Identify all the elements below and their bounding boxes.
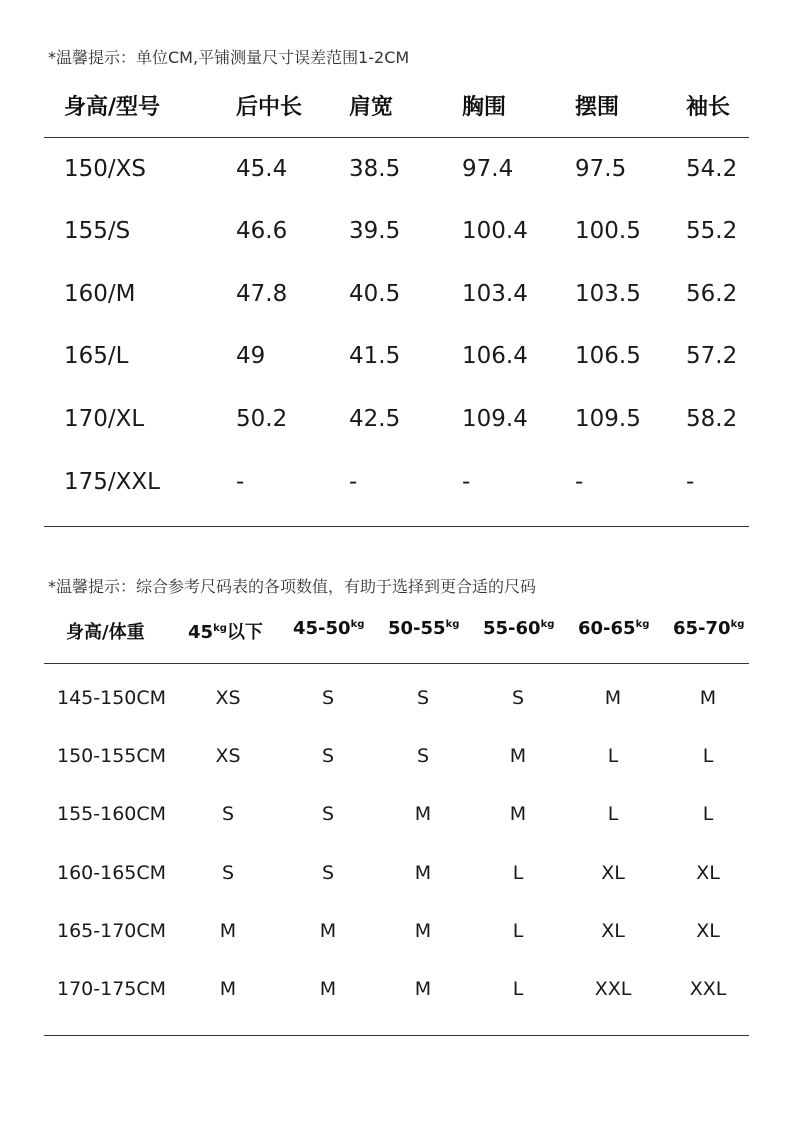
reference-table-cell: L <box>702 803 714 825</box>
size-table-bottom-divider <box>44 526 749 527</box>
weight-unit: kg <box>540 619 555 630</box>
reference-table-row <box>0 858 790 888</box>
size-table-cell: 55.2 <box>686 218 738 244</box>
reference-table-cell: 150-155CM <box>57 745 167 767</box>
size-table-cell: 39.5 <box>349 218 401 244</box>
reference-table-cell: M <box>414 978 432 1000</box>
reference-table-cell: M <box>509 745 527 767</box>
reference-table-bottom-divider <box>44 1035 749 1036</box>
size-table-cell: 155/S <box>64 218 131 244</box>
size-table-row <box>0 337 790 377</box>
size-table-cell: 106.5 <box>575 343 641 369</box>
reference-table-cell: S <box>321 803 335 825</box>
size-table-row <box>0 400 790 440</box>
reference-table-cell: M <box>509 803 527 825</box>
reference-table-cell: S <box>321 862 335 884</box>
size-table-cell: 40.5 <box>349 281 401 307</box>
size-table-cell: 38.5 <box>349 156 401 182</box>
header-main-text: 45 <box>188 622 214 643</box>
header-main-text: 身高/体重 <box>66 622 145 643</box>
reference-table-cell: L <box>607 803 619 825</box>
reference-table-cell: M <box>319 920 337 942</box>
weight-unit: kg <box>213 623 227 634</box>
reference-table-cell: L <box>512 978 524 1000</box>
size-table-cell: - <box>349 469 358 495</box>
size-table-header-cell: 肩宽 <box>349 95 394 120</box>
size-table-cell: 175/XXL <box>64 469 160 495</box>
reference-table-cell: M <box>219 978 237 1000</box>
size-table-cell: 100.4 <box>462 218 528 244</box>
size-table-cell: 49 <box>236 343 266 369</box>
reference-table-cell: L <box>607 745 619 767</box>
size-table-header-cell: 胸围 <box>462 95 507 120</box>
reference-table-cell: XXL <box>689 978 727 1000</box>
size-table-cell: 109.5 <box>575 406 641 432</box>
size-table-cell: 41.5 <box>349 343 401 369</box>
reference-table-header-row <box>0 614 790 648</box>
reference-table-header-cell <box>578 618 649 639</box>
size-table-cell: 54.2 <box>686 156 738 182</box>
weight-unit: kg <box>635 619 650 630</box>
reference-table-cell: 160-165CM <box>57 862 167 884</box>
header-main-text: 45-50 <box>293 618 351 639</box>
reference-table-cell: S <box>416 687 430 709</box>
reference-table-cell: M <box>319 978 337 1000</box>
header-main-text: 55-60 <box>483 618 541 639</box>
size-table-header-cell: 摆围 <box>575 95 620 120</box>
size-table-cell: 42.5 <box>349 406 401 432</box>
weight-unit: kg <box>730 619 745 630</box>
reference-chart-note: *温馨提示：综合参考尺码表的各项数值，有助于选择到更合适的尺码 <box>48 577 537 596</box>
reference-table-header-cell <box>66 618 145 644</box>
size-table-row <box>0 275 790 315</box>
reference-table-cell: S <box>221 862 235 884</box>
reference-table-cell: M <box>414 920 432 942</box>
reference-table-header-cell <box>483 618 554 639</box>
reference-table-cell: S <box>321 687 335 709</box>
size-table-cell: 103.5 <box>575 281 641 307</box>
reference-table-cell: XL <box>601 920 625 942</box>
size-table-cell: 57.2 <box>686 343 738 369</box>
reference-table-header-cell <box>673 618 744 639</box>
size-table-row <box>0 212 790 252</box>
size-table-row <box>0 463 790 503</box>
size-table-cell: 103.4 <box>462 281 528 307</box>
size-table-cell: 56.2 <box>686 281 738 307</box>
size-table-cell: 58.2 <box>686 406 738 432</box>
size-table-cell: 45.4 <box>236 156 288 182</box>
size-table-top-divider <box>44 137 749 138</box>
reference-table-header-cell <box>388 618 459 639</box>
reference-table-cell: XL <box>696 862 720 884</box>
reference-table-cell: 165-170CM <box>57 920 167 942</box>
size-table-cell: 109.4 <box>462 406 528 432</box>
header-suffix-text: 以下 <box>226 622 263 643</box>
size-table-cell: 100.5 <box>575 218 641 244</box>
reference-table-header-cell <box>188 618 263 644</box>
reference-table-cell: L <box>702 745 714 767</box>
reference-table-cell: M <box>604 687 622 709</box>
size-table-cell: 46.6 <box>236 218 288 244</box>
reference-table-cell: XL <box>601 862 625 884</box>
size-table-header-cell: 后中长 <box>236 95 303 120</box>
size-table-cell: - <box>686 469 695 495</box>
size-table-cell: 97.4 <box>462 156 514 182</box>
size-chart-note: *温馨提示：单位CM,平铺测量尺寸误差范围1-2CM <box>48 48 410 67</box>
size-table-cell: - <box>462 469 471 495</box>
size-table-row <box>0 150 790 190</box>
reference-table-header-cell <box>293 618 364 639</box>
weight-unit: kg <box>350 619 365 630</box>
reference-table-row <box>0 974 790 1004</box>
size-table-cell: 50.2 <box>236 406 288 432</box>
size-table-cell: 165/L <box>64 343 129 369</box>
size-table-cell: 106.4 <box>462 343 528 369</box>
header-main-text: 60-65 <box>578 618 636 639</box>
size-table-header-cell: 袖长 <box>686 95 731 120</box>
size-table-cell: 170/XL <box>64 406 145 432</box>
size-table-cell: 160/M <box>64 281 136 307</box>
size-table-header-row <box>0 86 790 126</box>
reference-table-row <box>0 799 790 829</box>
reference-table-cell: S <box>321 745 335 767</box>
reference-table-cell: S <box>511 687 525 709</box>
reference-table-cell: XL <box>696 920 720 942</box>
size-table-cell: 47.8 <box>236 281 288 307</box>
weight-unit: kg <box>445 619 460 630</box>
reference-table-cell: 145-150CM <box>57 687 167 709</box>
reference-table-cell: XS <box>215 687 241 709</box>
reference-table-cell: 155-160CM <box>57 803 167 825</box>
header-main-text: 65-70 <box>673 618 731 639</box>
reference-table-cell: M <box>414 803 432 825</box>
header-main-text: 50-55 <box>388 618 446 639</box>
reference-table-cell: 170-175CM <box>57 978 167 1000</box>
size-table-cell: 97.5 <box>575 156 627 182</box>
reference-table-cell: L <box>512 862 524 884</box>
size-table-header-cell: 身高/型号 <box>64 95 161 120</box>
size-table-cell: - <box>575 469 584 495</box>
reference-table-cell: S <box>221 803 235 825</box>
reference-table-cell: M <box>219 920 237 942</box>
reference-table-row <box>0 741 790 771</box>
reference-table-cell: L <box>512 920 524 942</box>
size-table-cell: 150/XS <box>64 156 147 182</box>
reference-table-cell: M <box>414 862 432 884</box>
reference-table-row <box>0 683 790 713</box>
reference-table-cell: XS <box>215 745 241 767</box>
reference-table-row <box>0 916 790 946</box>
reference-table-cell: XXL <box>594 978 632 1000</box>
size-table-cell: - <box>236 469 245 495</box>
reference-table-top-divider <box>44 663 749 664</box>
reference-table-cell: M <box>699 687 717 709</box>
reference-table-cell: S <box>416 745 430 767</box>
